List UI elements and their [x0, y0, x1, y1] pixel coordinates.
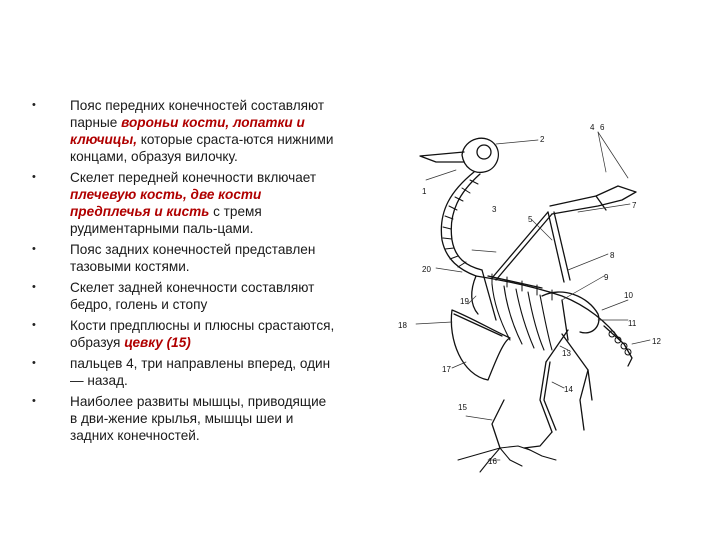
bullet-text: парные	[70, 115, 122, 130]
bullet-line	[70, 186, 384, 203]
bullet-text: Пояс передних конечностей составляют	[70, 98, 325, 113]
bullet-text: — назад.	[70, 373, 128, 388]
figure-label-2: 2	[540, 135, 545, 144]
pelvis	[542, 292, 599, 333]
bullet-text: образуя	[70, 335, 125, 350]
spine	[476, 276, 620, 340]
figure-label-10: 10	[624, 291, 633, 300]
bullet-text: Скелет задней конечности составляют	[70, 280, 315, 295]
figure-label-6: 6	[600, 123, 605, 132]
tarsometatarsus	[524, 432, 552, 448]
beak	[420, 152, 464, 162]
bullet-line	[70, 114, 384, 131]
figure-label-12: 12	[652, 337, 661, 346]
humerus	[492, 212, 548, 278]
highlighted-term: предплечья и кисть	[70, 204, 210, 219]
bullet-line	[70, 279, 384, 296]
figure-label-4: 4	[590, 123, 595, 132]
bullet-line	[70, 427, 384, 444]
bullet-dot: •	[32, 395, 36, 407]
highlighted-term: вороньи кости, лопатки и	[121, 115, 305, 130]
figure-label-20: 20	[422, 265, 431, 274]
highlighted-term: ключицы,	[70, 132, 137, 147]
figure-label-19: 19	[460, 297, 469, 306]
bullet-text: пальцев 4, три направлены вперед, один	[70, 356, 331, 371]
figure-label-1: 1	[422, 187, 427, 196]
bird-skeleton-drawing	[392, 100, 682, 480]
bullet-text: тазовыми костями.	[70, 259, 190, 274]
bullet-line	[70, 220, 384, 237]
bullet-text: рудиментарными паль-цами.	[70, 221, 254, 236]
figure-label-8: 8	[610, 251, 615, 260]
figure-label-17: 17	[442, 365, 451, 374]
bullet-line	[70, 258, 384, 275]
bullet-dot: •	[32, 171, 36, 183]
bullet-text: Наиболее развиты мышцы, приводящие	[70, 394, 327, 409]
bullet-dot: •	[32, 243, 36, 255]
bird-skeleton-figure	[392, 100, 682, 480]
bullet-item	[28, 97, 384, 165]
bullet-line	[70, 317, 384, 334]
figure-label-3: 3	[492, 205, 497, 214]
figure-label-15: 15	[458, 403, 467, 412]
figure-label-7: 7	[632, 201, 637, 210]
bullet-item	[28, 393, 384, 444]
skull	[462, 138, 498, 172]
bullet-list	[28, 97, 384, 444]
bullet-item	[28, 241, 384, 275]
bullet-line	[70, 334, 384, 351]
bullet-line	[70, 241, 384, 258]
bullet-item	[28, 279, 384, 313]
ribs	[492, 284, 552, 350]
bullet-dot: •	[32, 319, 36, 331]
figure-label-16: 16	[488, 457, 497, 466]
bullet-text: Кости предплюсны и плюсны срастаются,	[70, 318, 335, 333]
bullet-line	[70, 169, 384, 186]
bullet-item	[28, 169, 384, 237]
bullet-text: задних конечностей.	[70, 428, 200, 443]
toes	[458, 446, 556, 472]
bullet-line	[70, 372, 384, 389]
bullet-text: бедро, голень и стопу	[70, 297, 208, 312]
bullet-line	[70, 148, 384, 165]
bullet-line	[70, 131, 384, 148]
bullet-text: в дви-жение крылья, мышцы шеи и	[70, 411, 294, 426]
bullet-text: Скелет передней конечности включает	[70, 170, 317, 185]
bullet-line	[70, 203, 384, 220]
bullet-dot: •	[32, 281, 36, 293]
bullet-item	[28, 317, 384, 351]
tail	[604, 326, 632, 366]
figure-label-18: 18	[398, 321, 407, 330]
bullet-text: концами, образуя вилочку.	[70, 149, 238, 164]
bullet-item	[28, 355, 384, 389]
tibiotarsus	[540, 362, 552, 432]
bullet-text: с тремя	[209, 204, 262, 219]
bullet-text: Пояс задних конечностей представлен	[70, 242, 316, 257]
highlighted-term: цевку (15)	[124, 335, 191, 350]
bullet-line	[70, 410, 384, 427]
bullet-line	[70, 393, 384, 410]
highlighted-term: плечевую кость, две кости	[70, 187, 262, 202]
bullet-line	[70, 296, 384, 313]
bullet-dot: •	[32, 99, 36, 111]
figure-label-5: 5	[528, 215, 533, 224]
figure-label-9: 9	[604, 273, 609, 282]
bullet-line	[70, 355, 384, 372]
neck	[441, 172, 476, 276]
figure-label-13: 13	[562, 349, 571, 358]
bullet-line	[70, 97, 384, 114]
bullet-text: которые сраста-ются нижними	[136, 132, 334, 147]
figure-label-14: 14	[564, 385, 573, 394]
bullet-dot: •	[32, 357, 36, 369]
bullet-text-column	[28, 97, 384, 448]
eye-orbit	[477, 145, 491, 159]
figure-label-11: 11	[628, 319, 637, 328]
